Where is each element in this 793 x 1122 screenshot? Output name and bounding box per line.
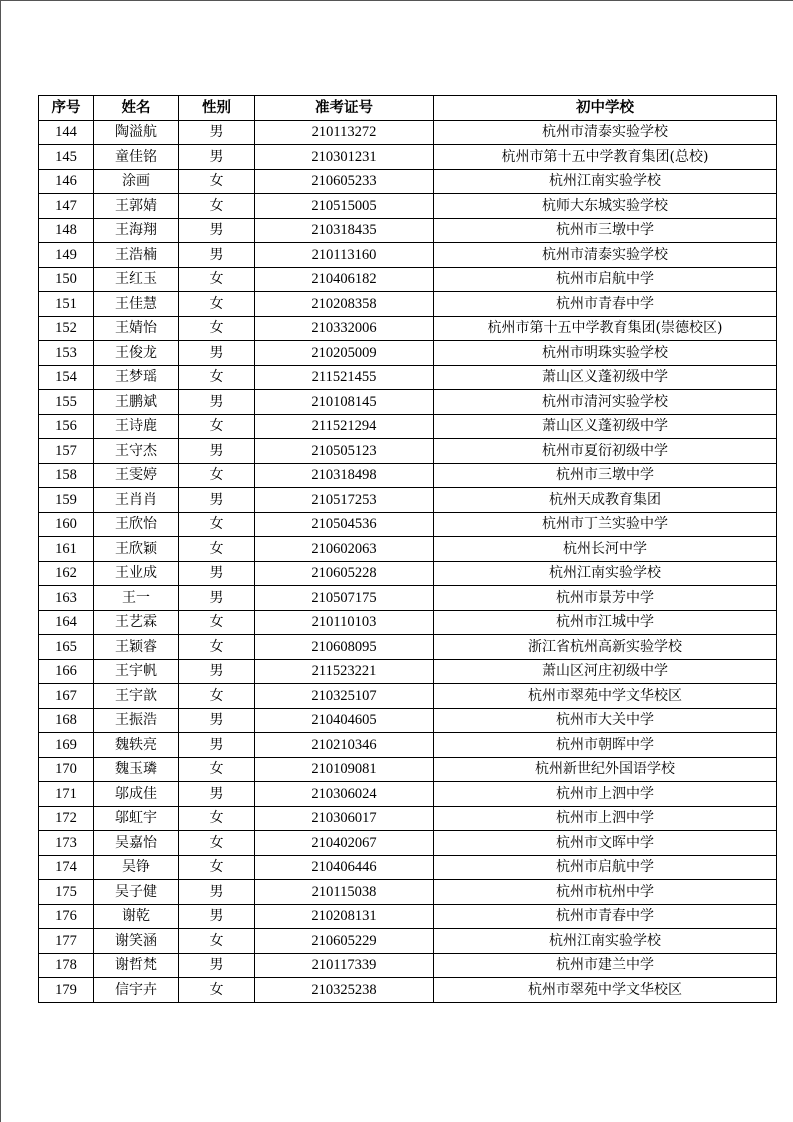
table-row bbox=[39, 537, 777, 562]
table-row bbox=[39, 439, 777, 464]
cell-gender: 女 bbox=[179, 929, 255, 954]
table-row bbox=[39, 929, 777, 954]
cell-exam-id: 210117339 bbox=[255, 953, 434, 978]
cell-gender: 男 bbox=[179, 439, 255, 464]
cell-school: 杭州市清河实验学校 bbox=[434, 390, 777, 415]
cell-gender: 男 bbox=[179, 708, 255, 733]
cell-gender: 男 bbox=[179, 243, 255, 268]
cell-exam-id: 210608095 bbox=[255, 635, 434, 660]
cell-name: 王海翔 bbox=[94, 218, 179, 243]
table-row bbox=[39, 120, 777, 145]
cell-name: 王鹏斌 bbox=[94, 390, 179, 415]
cell-school: 萧山区义蓬初级中学 bbox=[434, 414, 777, 439]
cell-seq: 163 bbox=[39, 586, 94, 611]
cell-name: 童佳铭 bbox=[94, 145, 179, 170]
cell-exam-id: 210208131 bbox=[255, 904, 434, 929]
cell-name: 王肖肖 bbox=[94, 488, 179, 513]
cell-exam-id: 210325238 bbox=[255, 978, 434, 1003]
page-border-left bbox=[0, 0, 1, 1122]
cell-seq: 149 bbox=[39, 243, 94, 268]
cell-name: 谢笑涵 bbox=[94, 929, 179, 954]
cell-name: 涂画 bbox=[94, 169, 179, 194]
cell-seq: 158 bbox=[39, 463, 94, 488]
cell-school: 杭州市翠苑中学文华校区 bbox=[434, 978, 777, 1003]
cell-seq: 166 bbox=[39, 659, 94, 684]
cell-seq: 169 bbox=[39, 733, 94, 758]
cell-seq: 146 bbox=[39, 169, 94, 194]
cell-name: 王颖睿 bbox=[94, 635, 179, 660]
cell-gender: 男 bbox=[179, 341, 255, 366]
cell-gender: 男 bbox=[179, 659, 255, 684]
cell-school: 杭州新世纪外国语学校 bbox=[434, 757, 777, 782]
cell-gender: 女 bbox=[179, 855, 255, 880]
table-row bbox=[39, 831, 777, 856]
cell-school: 杭州市三墩中学 bbox=[434, 463, 777, 488]
cell-school: 萧山区河庄初级中学 bbox=[434, 659, 777, 684]
cell-school: 杭州长河中学 bbox=[434, 537, 777, 562]
cell-exam-id: 210517253 bbox=[255, 488, 434, 513]
table-row bbox=[39, 978, 777, 1003]
admission-roster-table bbox=[38, 95, 777, 1003]
cell-school: 杭州江南实验学校 bbox=[434, 169, 777, 194]
cell-school: 杭州市三墩中学 bbox=[434, 218, 777, 243]
cell-exam-id: 210110103 bbox=[255, 610, 434, 635]
cell-name: 陶溢航 bbox=[94, 120, 179, 145]
cell-gender: 女 bbox=[179, 365, 255, 390]
cell-gender: 女 bbox=[179, 978, 255, 1003]
cell-school: 杭州市第十五中学教育集团(崇德校区) bbox=[434, 316, 777, 341]
page-border-top bbox=[0, 0, 793, 1]
table-row bbox=[39, 708, 777, 733]
table-row bbox=[39, 316, 777, 341]
cell-gender: 女 bbox=[179, 414, 255, 439]
cell-gender: 男 bbox=[179, 733, 255, 758]
table-row bbox=[39, 292, 777, 317]
cell-seq: 152 bbox=[39, 316, 94, 341]
cell-name: 王宇歆 bbox=[94, 684, 179, 709]
cell-seq: 147 bbox=[39, 194, 94, 219]
cell-seq: 177 bbox=[39, 929, 94, 954]
cell-seq: 179 bbox=[39, 978, 94, 1003]
table-row bbox=[39, 169, 777, 194]
cell-gender: 女 bbox=[179, 267, 255, 292]
cell-exam-id: 210318435 bbox=[255, 218, 434, 243]
cell-gender: 男 bbox=[179, 218, 255, 243]
cell-exam-id: 210332006 bbox=[255, 316, 434, 341]
cell-name: 王梦瑶 bbox=[94, 365, 179, 390]
table-header-row bbox=[39, 96, 777, 121]
cell-gender: 女 bbox=[179, 463, 255, 488]
cell-school: 杭州市青春中学 bbox=[434, 904, 777, 929]
table-row bbox=[39, 194, 777, 219]
cell-school: 杭师大东城实验学校 bbox=[434, 194, 777, 219]
cell-school: 杭州江南实验学校 bbox=[434, 929, 777, 954]
table-row bbox=[39, 684, 777, 709]
cell-seq: 173 bbox=[39, 831, 94, 856]
table-row bbox=[39, 390, 777, 415]
table-row bbox=[39, 586, 777, 611]
cell-exam-id: 211521294 bbox=[255, 414, 434, 439]
cell-gender: 男 bbox=[179, 586, 255, 611]
cell-seq: 150 bbox=[39, 267, 94, 292]
table-row bbox=[39, 855, 777, 880]
cell-exam-id: 210108145 bbox=[255, 390, 434, 415]
table-row bbox=[39, 733, 777, 758]
cell-school: 杭州市上泗中学 bbox=[434, 782, 777, 807]
cell-school: 杭州天成教育集团 bbox=[434, 488, 777, 513]
table-row bbox=[39, 267, 777, 292]
cell-seq: 161 bbox=[39, 537, 94, 562]
table-row bbox=[39, 463, 777, 488]
table-row bbox=[39, 414, 777, 439]
cell-seq: 167 bbox=[39, 684, 94, 709]
cell-exam-id: 210605228 bbox=[255, 561, 434, 586]
cell-exam-id: 210210346 bbox=[255, 733, 434, 758]
cell-seq: 176 bbox=[39, 904, 94, 929]
cell-exam-id: 210318498 bbox=[255, 463, 434, 488]
cell-gender: 女 bbox=[179, 831, 255, 856]
cell-exam-id: 210205009 bbox=[255, 341, 434, 366]
header-exam-id: 准考证号 bbox=[255, 96, 434, 121]
header-name: 姓名 bbox=[94, 96, 179, 121]
cell-name: 王郭婧 bbox=[94, 194, 179, 219]
table-row bbox=[39, 512, 777, 537]
cell-name: 邬成佳 bbox=[94, 782, 179, 807]
cell-school: 杭州市大关中学 bbox=[434, 708, 777, 733]
cell-exam-id: 210301231 bbox=[255, 145, 434, 170]
cell-name: 王守杰 bbox=[94, 439, 179, 464]
table-row bbox=[39, 610, 777, 635]
cell-school: 杭州市建兰中学 bbox=[434, 953, 777, 978]
table-row bbox=[39, 953, 777, 978]
cell-school: 杭州市丁兰实验中学 bbox=[434, 512, 777, 537]
cell-exam-id: 210504536 bbox=[255, 512, 434, 537]
cell-name: 魏玉璘 bbox=[94, 757, 179, 782]
cell-name: 邬虹宇 bbox=[94, 806, 179, 831]
cell-gender: 女 bbox=[179, 194, 255, 219]
cell-seq: 178 bbox=[39, 953, 94, 978]
cell-exam-id: 210404605 bbox=[255, 708, 434, 733]
cell-name: 吴嘉怡 bbox=[94, 831, 179, 856]
cell-school: 杭州市景芳中学 bbox=[434, 586, 777, 611]
cell-name: 王佳慧 bbox=[94, 292, 179, 317]
cell-school: 杭州市翠苑中学文华校区 bbox=[434, 684, 777, 709]
cell-seq: 148 bbox=[39, 218, 94, 243]
cell-exam-id: 210507175 bbox=[255, 586, 434, 611]
cell-seq: 171 bbox=[39, 782, 94, 807]
cell-name: 王浩楠 bbox=[94, 243, 179, 268]
cell-exam-id: 210208358 bbox=[255, 292, 434, 317]
table-row bbox=[39, 904, 777, 929]
cell-gender: 男 bbox=[179, 782, 255, 807]
cell-seq: 164 bbox=[39, 610, 94, 635]
cell-name: 王艺霖 bbox=[94, 610, 179, 635]
cell-name: 吴铮 bbox=[94, 855, 179, 880]
cell-school: 杭州市明珠实验学校 bbox=[434, 341, 777, 366]
cell-gender: 女 bbox=[179, 684, 255, 709]
cell-school: 杭州市启航中学 bbox=[434, 267, 777, 292]
cell-school: 杭州市文晖中学 bbox=[434, 831, 777, 856]
cell-gender: 女 bbox=[179, 169, 255, 194]
cell-exam-id: 210109081 bbox=[255, 757, 434, 782]
cell-seq: 157 bbox=[39, 439, 94, 464]
cell-school: 杭州江南实验学校 bbox=[434, 561, 777, 586]
cell-school: 浙江省杭州高新实验学校 bbox=[434, 635, 777, 660]
table-row bbox=[39, 243, 777, 268]
cell-school: 杭州市清泰实验学校 bbox=[434, 120, 777, 145]
cell-name: 吴子健 bbox=[94, 880, 179, 905]
cell-gender: 女 bbox=[179, 757, 255, 782]
header-seq: 序号 bbox=[39, 96, 94, 121]
cell-exam-id: 210113160 bbox=[255, 243, 434, 268]
table-row bbox=[39, 635, 777, 660]
cell-seq: 154 bbox=[39, 365, 94, 390]
cell-gender: 男 bbox=[179, 145, 255, 170]
cell-seq: 160 bbox=[39, 512, 94, 537]
cell-gender: 男 bbox=[179, 561, 255, 586]
cell-school: 杭州市上泗中学 bbox=[434, 806, 777, 831]
cell-gender: 男 bbox=[179, 904, 255, 929]
cell-exam-id: 211523221 bbox=[255, 659, 434, 684]
cell-school: 杭州市朝晖中学 bbox=[434, 733, 777, 758]
cell-gender: 男 bbox=[179, 953, 255, 978]
cell-seq: 145 bbox=[39, 145, 94, 170]
cell-name: 王雯婷 bbox=[94, 463, 179, 488]
cell-gender: 女 bbox=[179, 316, 255, 341]
cell-seq: 168 bbox=[39, 708, 94, 733]
cell-exam-id: 210515005 bbox=[255, 194, 434, 219]
cell-seq: 153 bbox=[39, 341, 94, 366]
cell-school: 杭州市第十五中学教育集团(总校) bbox=[434, 145, 777, 170]
cell-school: 杭州市杭州中学 bbox=[434, 880, 777, 905]
cell-name: 谢乾 bbox=[94, 904, 179, 929]
cell-name: 王一 bbox=[94, 586, 179, 611]
cell-school: 杭州市青春中学 bbox=[434, 292, 777, 317]
cell-name: 王婧怡 bbox=[94, 316, 179, 341]
header-gender: 性别 bbox=[179, 96, 255, 121]
cell-exam-id: 211521455 bbox=[255, 365, 434, 390]
cell-name: 王俊龙 bbox=[94, 341, 179, 366]
cell-exam-id: 210602063 bbox=[255, 537, 434, 562]
cell-seq: 165 bbox=[39, 635, 94, 660]
table-row bbox=[39, 488, 777, 513]
table-row bbox=[39, 365, 777, 390]
cell-school: 杭州市江城中学 bbox=[434, 610, 777, 635]
cell-gender: 男 bbox=[179, 880, 255, 905]
cell-seq: 170 bbox=[39, 757, 94, 782]
cell-exam-id: 210505123 bbox=[255, 439, 434, 464]
cell-name: 魏轶亮 bbox=[94, 733, 179, 758]
cell-school: 杭州市夏衍初级中学 bbox=[434, 439, 777, 464]
table-row bbox=[39, 145, 777, 170]
cell-name: 王欣颖 bbox=[94, 537, 179, 562]
table-row bbox=[39, 757, 777, 782]
cell-name: 谢哲梵 bbox=[94, 953, 179, 978]
table-row bbox=[39, 218, 777, 243]
cell-exam-id: 210406182 bbox=[255, 267, 434, 292]
cell-school: 杭州市清泰实验学校 bbox=[434, 243, 777, 268]
cell-exam-id: 210605233 bbox=[255, 169, 434, 194]
table-row bbox=[39, 880, 777, 905]
cell-name: 王红玉 bbox=[94, 267, 179, 292]
cell-name: 信宇卉 bbox=[94, 978, 179, 1003]
table-row bbox=[39, 806, 777, 831]
cell-school: 萧山区义蓬初级中学 bbox=[434, 365, 777, 390]
cell-exam-id: 210306017 bbox=[255, 806, 434, 831]
cell-name: 王业成 bbox=[94, 561, 179, 586]
cell-name: 王宇帆 bbox=[94, 659, 179, 684]
cell-seq: 174 bbox=[39, 855, 94, 880]
cell-gender: 女 bbox=[179, 806, 255, 831]
table-row bbox=[39, 341, 777, 366]
cell-seq: 151 bbox=[39, 292, 94, 317]
cell-gender: 男 bbox=[179, 390, 255, 415]
cell-seq: 175 bbox=[39, 880, 94, 905]
cell-gender: 女 bbox=[179, 537, 255, 562]
cell-seq: 155 bbox=[39, 390, 94, 415]
cell-exam-id: 210115038 bbox=[255, 880, 434, 905]
cell-name: 王振浩 bbox=[94, 708, 179, 733]
cell-exam-id: 210306024 bbox=[255, 782, 434, 807]
cell-exam-id: 210325107 bbox=[255, 684, 434, 709]
table-row bbox=[39, 782, 777, 807]
cell-gender: 男 bbox=[179, 120, 255, 145]
cell-seq: 144 bbox=[39, 120, 94, 145]
table-row bbox=[39, 561, 777, 586]
cell-seq: 156 bbox=[39, 414, 94, 439]
cell-gender: 男 bbox=[179, 488, 255, 513]
cell-seq: 159 bbox=[39, 488, 94, 513]
cell-gender: 女 bbox=[179, 610, 255, 635]
cell-exam-id: 210113272 bbox=[255, 120, 434, 145]
table-body bbox=[39, 120, 777, 1002]
cell-gender: 女 bbox=[179, 512, 255, 537]
cell-name: 王欣怡 bbox=[94, 512, 179, 537]
cell-seq: 172 bbox=[39, 806, 94, 831]
cell-school: 杭州市启航中学 bbox=[434, 855, 777, 880]
cell-exam-id: 210402067 bbox=[255, 831, 434, 856]
cell-seq: 162 bbox=[39, 561, 94, 586]
cell-exam-id: 210406446 bbox=[255, 855, 434, 880]
table-row bbox=[39, 659, 777, 684]
cell-gender: 女 bbox=[179, 292, 255, 317]
cell-name: 王诗鹿 bbox=[94, 414, 179, 439]
header-school: 初中学校 bbox=[434, 96, 777, 121]
cell-exam-id: 210605229 bbox=[255, 929, 434, 954]
cell-gender: 女 bbox=[179, 635, 255, 660]
